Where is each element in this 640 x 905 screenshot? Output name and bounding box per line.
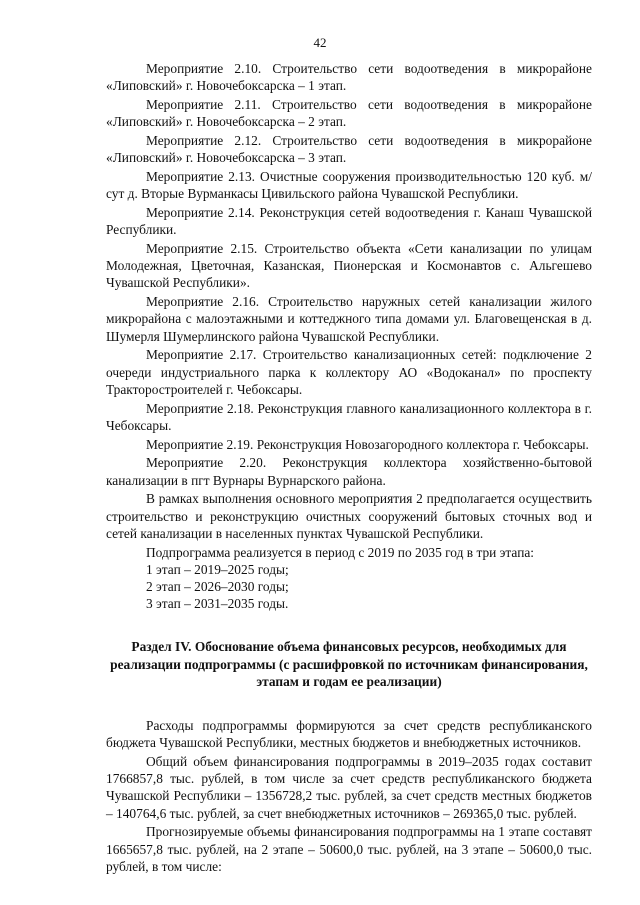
document-body	[106, 60, 592, 875]
paragraph: Расходы подпрограммы формируются за счет средств республиканского бюджета Чувашской Республики, местных бюджетов и внебюджетных источников.	[106, 718, 592, 751]
paragraph: В рамках выполнения основного мероприятия 2 предполагается осуществить строительство и реконструкцию очистных сооружений бытовых сточных вод и сетей канализации в населенных пунктах Чувашской Республики.	[106, 491, 592, 541]
paragraph: Мероприятие 2.13. Очистные сооружения производительностью 120 куб. м/сут д. Вторые Вурманкасы Цивильского района Чувашской Республики.	[106, 169, 592, 202]
paragraph: Мероприятие 2.18. Реконструкция главного канализационного коллектора в г. Чебоксары.	[106, 400, 592, 433]
stage-item: 2 этап – 2026–2030 годы;	[146, 579, 289, 595]
paragraph: Мероприятие 2.11. Строительство сети водоотведения в микрорайоне «Липовский» г. Новочебоксарска – 2 этап.	[106, 97, 592, 130]
paragraph: Мероприятие 2.10. Строительство сети водоотведения в микрорайоне «Липовский» г. Новочебоксарска – 1 этап.	[106, 61, 592, 94]
paragraph: Мероприятие 2.20. Реконструкция коллектора хозяйственно-бытовой канализации в пгт Вурнары Вурнарского района.	[106, 455, 592, 488]
paragraph: Прогнозируемые объемы финансирования подпрограммы на 1 этапе составят 1665657,8 тыс. рублей, на 2 этапе – 50600,0 тыс. рублей, на 3 этапе – 50600,0 тыс. рублей, в том числе:	[106, 824, 592, 874]
page-number: 42	[313, 35, 327, 50]
paragraph: Мероприятие 2.12. Строительство сети водоотведения в микрорайоне «Липовский» г. Новочебоксарска – 3 этап.	[106, 133, 592, 166]
stage-item: 3 этап – 2031–2035 годы.	[146, 596, 289, 612]
paragraph: Общий объем финансирования подпрограммы в 2019–2035 годах составит 1766857,8 тыс. рублей, в том числе за счет средств республиканского бюджета Чувашской Республики – 1356728,2 тыс. рублей, за счет средств местных бюджетов – 140764,6 тыс. рублей, за счет внебюджетных источников – 269365,0 тыс. рублей.	[106, 754, 592, 821]
paragraph: Подпрограмма реализуется в период с 2019 по 2035 год в три этапа:	[146, 544, 535, 560]
paragraph: Мероприятие 2.17. Строительство канализационных сетей: подключение 2 очереди индустриального парка к коллектору АО «Водоканал» по проспекту Тракторостроителей г. Чебоксары.	[106, 347, 592, 397]
paragraph: Мероприятие 2.16. Строительство наружных сетей канализации жилого микрорайона с малоэтажными и коттеджного типа домами ул. Благовещенская в д. Шумерля Шумерлинского района Чувашской Республики.	[106, 294, 592, 344]
stage-item: 1 этап – 2019–2025 годы;	[146, 561, 289, 577]
section-heading: Раздел IV. Обоснование объема финансовых ресурсов, необходимых для реализации подпрограммы (с расшифровкой по источникам финансирования, этапам и годам ее реализации)	[110, 639, 588, 689]
paragraph: Мероприятие 2.14. Реконструкция сетей водоотведения г. Канаш Чувашской Республики.	[106, 205, 592, 238]
paragraph: Мероприятие 2.15. Строительство объекта «Сети канализации по улицам Молодежная, Цветочная, Казанская, Пионерская и Космонавтов с. Альгешево Чувашской Республики».	[106, 241, 592, 291]
paragraph: Мероприятие 2.19. Реконструкция Новозагородного коллектора г. Чебоксары.	[146, 436, 589, 452]
